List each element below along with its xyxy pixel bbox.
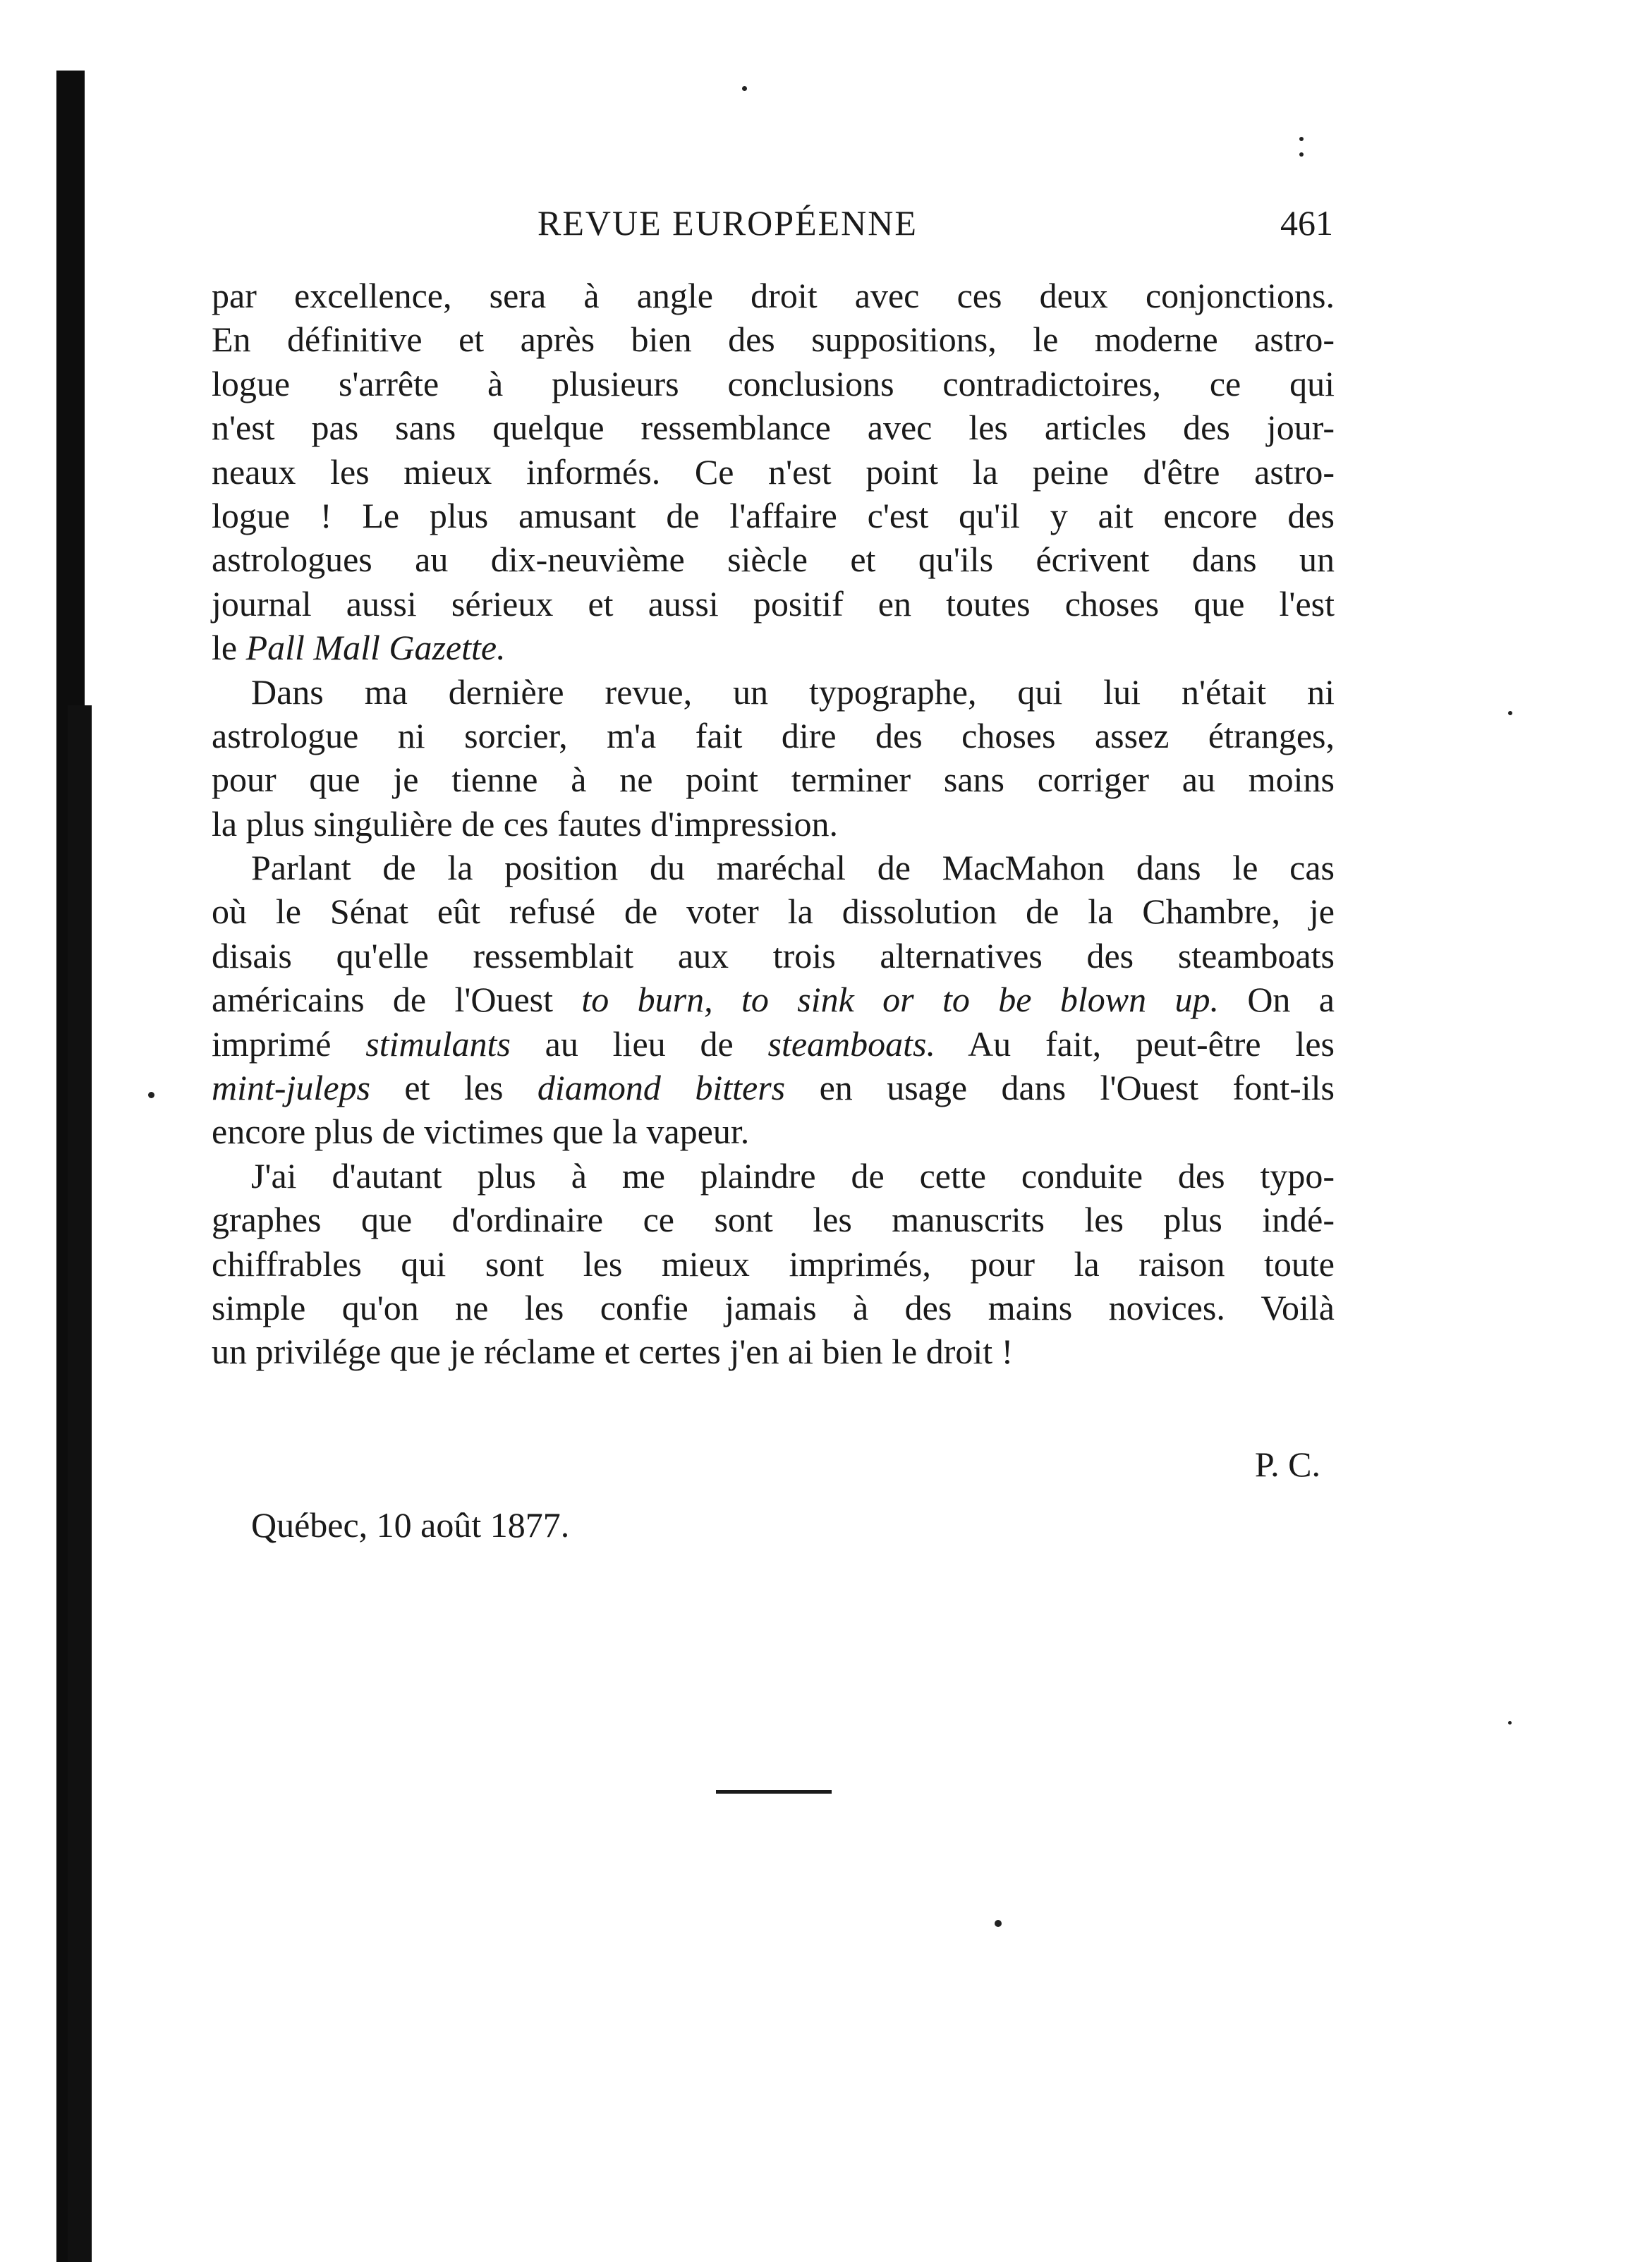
text-run: le: [212, 628, 246, 668]
text-run: Au fait, peut-être les: [935, 1023, 1335, 1064]
text-line: un privilége que je réclame et certes j'en ai bien le droit !: [212, 1332, 1014, 1372]
text-line: la plus singulière de ces fautes d'impression.: [212, 803, 838, 844]
text-line: pour que je tienne à ne point terminer sans corriger au moins: [212, 760, 1335, 800]
italic-phrase: mint-juleps: [212, 1068, 370, 1108]
italic-phrase: stimulants: [365, 1023, 511, 1064]
text-line: [212, 1022, 1335, 1066]
speck: [1508, 1721, 1512, 1725]
text-line: logue s'arrête à plusieurs conclusions contradictoires, ce qui: [212, 363, 1335, 403]
italic-title: Pall Mall Gazette.: [245, 628, 506, 668]
speck: [1299, 152, 1304, 157]
italic-phrase: diamond bitters: [537, 1068, 786, 1108]
text-line: par excellence, sera à angle droit avec ces deux conjonctions.: [212, 276, 1335, 315]
text-line: [212, 1066, 1335, 1109]
dateline: Québec, 10 août 1877.: [251, 1505, 570, 1545]
italic-phrase: to burn,: [581, 980, 713, 1020]
text-line: n'est pas sans quelque ressemblance avec les articles des jour-: [212, 408, 1335, 448]
text-line: [212, 626, 1335, 669]
text-line: astrologue ni sorcier, m'a fait dire des choses assez étranges,: [212, 715, 1335, 755]
text-line: J'ai d'autant plus à me plaindre de cette conduite des typo-: [251, 1155, 1335, 1196]
text-run: imprimé: [212, 1023, 366, 1064]
end-rule: [716, 1790, 832, 1794]
speck: [995, 1920, 1002, 1927]
text-line: [212, 978, 1335, 1021]
text-line: Parlant de la position du maréchal de MacMahon dans le cas: [251, 848, 1335, 888]
text-line: Dans ma dernière revue, un typographe, qui lui n'était ni: [251, 671, 1335, 712]
text-line: logue ! Le plus amusant de l'affaire c'est qu'il y ait encore des: [212, 495, 1335, 535]
text-run: On a: [1218, 980, 1335, 1020]
text-run: américains de l'Ouest: [212, 980, 582, 1020]
running-title: REVUE EUROPÉENNE: [537, 203, 918, 243]
binding-edge-lower: [68, 705, 92, 2262]
text-line: En définitive et après bien des suppositions, le moderne astro-: [212, 320, 1335, 360]
running-head: [212, 202, 1333, 244]
italic-phrase: to sink: [741, 980, 854, 1020]
text-line: simple qu'on ne les confie jamais à des mains novices. Voilà: [212, 1287, 1335, 1327]
speck: [1508, 711, 1512, 715]
speck: [742, 86, 747, 91]
speck: [148, 1092, 154, 1098]
italic-phrase: to be blown up.: [942, 980, 1219, 1020]
text-line: neaux les mieux informés. Ce n'est point la peine d'être astro-: [212, 451, 1335, 492]
text-run: et les: [370, 1068, 537, 1108]
text-line: où le Sénat eût refusé de voter la dissolution de la Chambre, je: [212, 892, 1335, 932]
article-text: [212, 274, 1335, 1374]
text-line: astrologues au dix-neuvième siècle et qu'ils écrivent dans un: [212, 540, 1335, 580]
text-run: en usage dans l'Ouest font-ils: [785, 1068, 1335, 1108]
text-line: journal aussi sérieux et aussi positif en toutes choses que l'est: [212, 583, 1335, 624]
text-line: encore plus de victimes que la vapeur.: [212, 1112, 750, 1152]
italic-phrase: or: [854, 980, 943, 1020]
text-line: graphes que d'ordinaire ce sont les manuscrits les plus indé-: [212, 1200, 1335, 1240]
signature: P. C.: [1254, 1445, 1320, 1484]
speck: [1299, 137, 1304, 141]
text-line: chiffrables qui sont les mieux imprimés, pour la raison toute: [212, 1244, 1335, 1284]
italic-phrase: steamboats.: [767, 1023, 935, 1064]
page-number: 461: [1280, 203, 1333, 243]
text-line: disais qu'elle ressemblait aux trois alternatives des steamboats: [212, 935, 1335, 975]
text-run: au lieu de: [510, 1023, 768, 1064]
